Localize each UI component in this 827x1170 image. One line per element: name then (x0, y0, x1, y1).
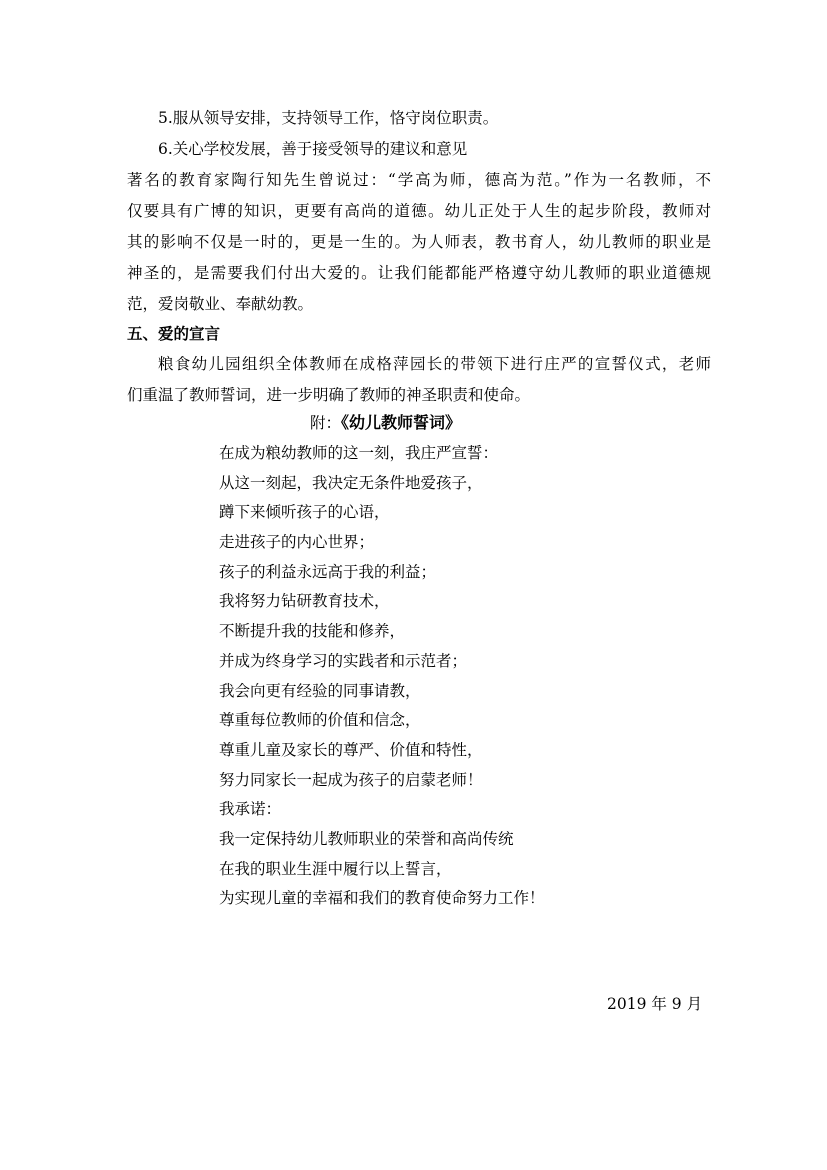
oath-line: 我将努力钻研教育技术， (219, 592, 390, 611)
oath-title-prefix: 附： (310, 414, 342, 432)
oath-lines (219, 443, 545, 918)
oath-line: 我承诺： (219, 800, 282, 819)
paragraph-line-5: 范，爱岗敬业、奉献幼教。 (127, 295, 314, 313)
paragraph-line-4: 神圣的，是需要我们付出大爱的。让我们能都能严格遵守幼儿教师的职业道德规 (127, 264, 711, 282)
list-item-6: 6.关心学校发展，善于接受领导的建议和意见 (158, 140, 468, 158)
oath-line: 尊重儿童及家长的尊严、价值和特性， (219, 740, 483, 759)
oath-line: 我一定保持幼儿教师职业的荣誉和高尚传统 (219, 829, 514, 848)
oath-line: 为实现儿童的幸福和我们的教育使命努力工作！ (219, 889, 545, 908)
oath-line: 并成为终身学习的实践者和示范者； (219, 651, 468, 670)
oath-title-text: 《幼儿教师誓词》 (341, 413, 462, 432)
oath-title (310, 413, 461, 433)
oath-line: 从这一刻起，我决定无条件地爱孩子， (219, 473, 483, 492)
oath-line: 孩子的利益永远高于我的利益； (219, 562, 437, 581)
section-paragraph-line-1: 粮食幼儿园组织全体教师在成格萍园长的带领下进行庄严的宣誓仪式，老师 (158, 355, 711, 373)
section-heading: 五、爱的宣言 (127, 324, 221, 343)
paragraph-line-2: 仅要具有广博的知识，更要有高尚的道德。幼儿正处于人生的起步阶段，教师对 (127, 202, 711, 220)
oath-line: 努力同家长一起成为孩子的启蒙老师！ (219, 770, 483, 789)
oath-line: 走进孩子的内心世界； (219, 533, 375, 552)
oath-line: 在成为粮幼教师的这一刻，我庄严宣誓： (219, 444, 499, 462)
oath-line: 在我的职业生涯中履行以上誓言， (219, 859, 452, 878)
document-date: 2019 年 9 月 (607, 995, 703, 1013)
list-item-5: 5.服从领导安排，支持领导工作，恪守岗位职责。 (158, 109, 499, 127)
paragraph-line-3: 其的影响不仅是一时的，更是一生的。为人师表，教书育人，幼儿教师的职业是 (127, 233, 711, 251)
oath-line: 不断提升我的技能和修养， (219, 622, 406, 641)
oath-line: 尊重每位教师的价值和信念， (219, 711, 421, 730)
oath-line: 蹲下来倾听孩子的心语， (219, 503, 390, 522)
oath-line: 我会向更有经验的同事请教， (219, 681, 421, 700)
paragraph-line-1: 著名的教育家陶行知先生曾说过：“学高为师，德高为范。”作为一名教师，不 (127, 171, 711, 189)
section-paragraph-line-2: 们重温了教师誓词，进一步明确了教师的神圣职责和使命。 (127, 386, 531, 404)
